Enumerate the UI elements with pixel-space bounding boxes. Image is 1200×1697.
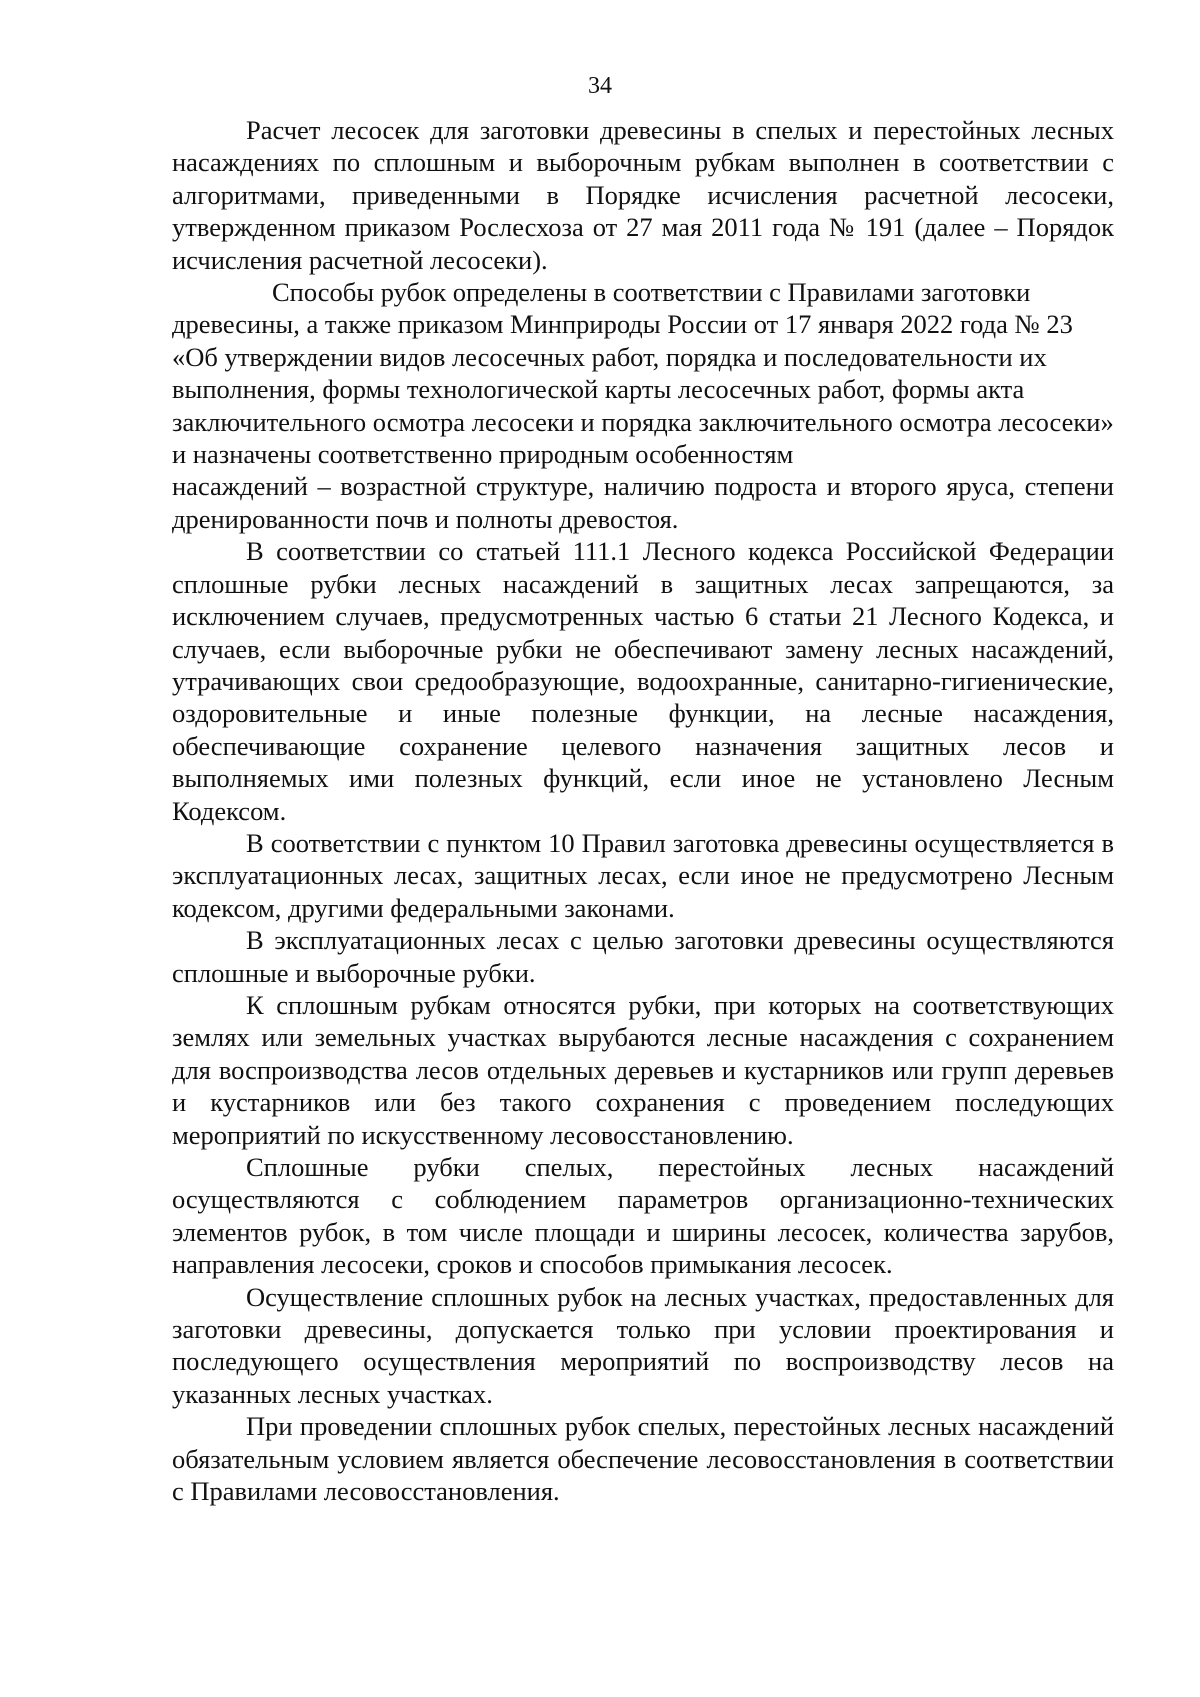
paragraph-clear-cutting-definition: К сплошным рубкам относятся рубки, при которых на соответствующих землях или земельных участках вырубаются лесные насаждения с сохранением для воспроизводства лесов отдельных деревьев и кустарников или групп деревьев и кустарников или без такого сохранения с проведением последующих мероприятий по искусственному лесовосстановлению. [172, 989, 1114, 1150]
paragraph-cutting-calculation: Расчет лесосек для заготовки древесины в спелых и перестойных лесных насаждениях по сплошным и выборочным рубкам выполнен в соответствии с алгоритмами, приведенными в Порядке исчисления расчетной лесосеки, утвержденном приказом Рослесхоза от 27 мая 2011 года № 191 (далее – Порядок исчисления расчетной лесосеки). [172, 115, 1114, 275]
paragraph-rule-10: В соответствии с пунктом 10 Правил заготовка древесины осуществляется в эксплуатационных лесах, защитных лесах, если иное не предусмотрено Лесным кодексом, другими федеральными законами. [172, 827, 1114, 923]
paragraph-protective-forests: В соответствии со статьей 111.1 Лесного кодекса Российской Федерации сплошные рубки лесных насаждений в защитных лесах запрещаются, за исключением случаев, предусмотренных частью 6 статьи 21 Лесного Кодекса, и случаев, если выборочные рубки не обеспечивают замену лесных насаждений, утрачивающих свои средообразующие, водоохранные, санитарно-гигиенические, оздоровительные и иные полезные функции, на лесные насаждения, обеспечивающие сохранение целевого назначения защитных лесов и выполняемых ими полезных функций, если иное не установлено Лесным Кодексом. [172, 536, 1114, 826]
paragraph-reforestation-requirement: При проведении сплошных рубок спелых, перестойных лесных насаждений обязательным условием является обеспечение лесовосстановления в соответствии с Правилами лесовосстановления. [172, 1411, 1114, 1507]
paragraph-cutting-methods-continued: насаждений – возрастной структуре, наличию подроста и второго яруса, степени дренированности почв и полноты древостоя. [172, 471, 1114, 534]
page-number: 34 [588, 73, 612, 99]
paragraph-cutting-methods: Способы рубок определены в соответствии с Правилами заготовки древесины, а также приказом Минприроды России от 17 января 2022 года № 23 «Об утверждении видов лесосечных работ, порядка и последовательности их выполнения, формы технологической карты лесосечных работ, формы акта заключительного осмотра лесосеки и порядка заключительного осмотра лесосеки» и назначены соответственно природным особенностям [172, 277, 1114, 470]
paragraph-exploitation-forests: В эксплуатационных лесах с целью заготовки древесины осуществляются сплошные и выборочные рубки. [172, 925, 1114, 988]
paragraph-clear-cutting-conditions: Осуществление сплошных рубок на лесных участках, предоставленных для заготовки древесины, допускается только при условии проектирования и последующего осуществления мероприятий по воспроизводству лесов на указанных лесных участках. [172, 1281, 1114, 1409]
document-body [172, 114, 1114, 1507]
paragraph-clear-cutting-parameters: Сплошные рубки спелых, перестойных лесных насаждений осуществляются с соблюдением параметров организационно-технических элементов рубок, в том числе площади и ширины лесосек, количества зарубов, направления лесосеки, сроков и способов примыкания лесосек. [172, 1152, 1114, 1280]
